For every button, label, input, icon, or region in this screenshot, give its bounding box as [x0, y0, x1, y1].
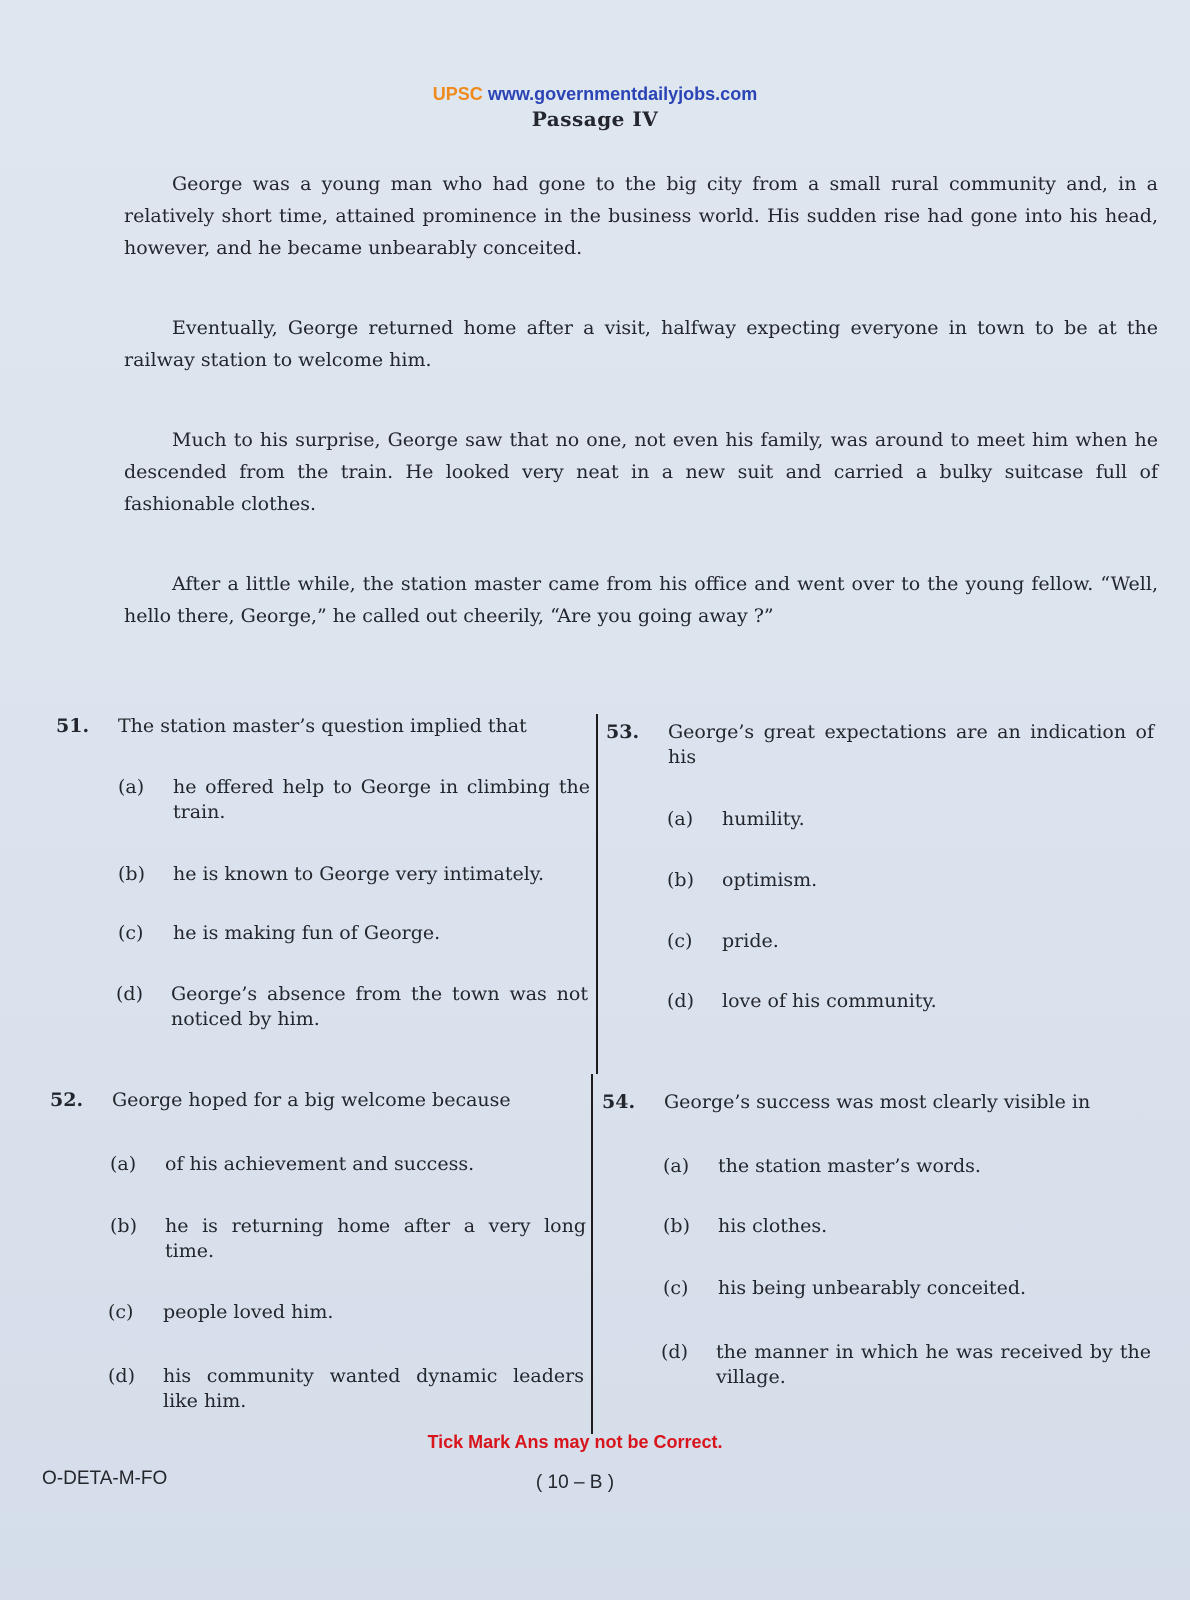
option-label: (a): [663, 1155, 690, 1177]
passage-paragraph-4: After a little while, the station master came from his office and went over to the young fellow. “Well, hello there, George,” he called out cheerily, “Are you going away ?”: [124, 573, 1158, 627]
disclaimer-note: Tick Mark Ans may not be Correct.: [427, 1432, 723, 1452]
column-divider: [591, 1074, 593, 1434]
option-label: (a): [667, 808, 694, 830]
option-text: his clothes.: [718, 1215, 828, 1237]
booklet-code: O-DETA-M-FO: [42, 1468, 168, 1489]
option-text: his being unbearably conceited.: [718, 1277, 1027, 1299]
question-stem: The station master’s question implied that: [118, 715, 527, 737]
option-label: (d): [108, 1365, 135, 1387]
passage-paragraph-3: Much to his surprise, George saw that no one, not even his family, was around to meet him when he descended from the train. He looked very neat in a new suit and carried a bulky suitcase full of fashionable clothes.: [124, 429, 1158, 515]
page-header: [0, 84, 1190, 131]
option-text: his community wanted dynamic leaders like him.: [163, 1365, 584, 1412]
question-stem: George hoped for a big welcome because: [112, 1089, 511, 1111]
option-text: people loved him.: [163, 1301, 334, 1323]
question-number: 51.: [56, 715, 90, 737]
option-label: (c): [118, 922, 144, 944]
option-text: of his achievement and success.: [165, 1153, 475, 1175]
option-label: (c): [108, 1301, 134, 1323]
question-number: 53.: [606, 721, 640, 743]
option-label: (b): [667, 869, 694, 891]
page-number: ( 10 – B ): [535, 1472, 615, 1493]
option-label: (c): [663, 1277, 689, 1299]
passage-paragraph-1: George was a young man who had gone to the big city from a small rural community and, in a relatively short time, attained prominence in the business world. His sudden rise had gone into his head, however, and he became unbearably conceited.: [124, 173, 1158, 259]
site-prefix: UPSC: [432, 84, 483, 104]
option-text: he offered help to George in climbing the train.: [173, 776, 590, 823]
option-label: (d): [667, 990, 694, 1012]
option-text: he is known to George very intimately.: [173, 863, 545, 885]
column-divider: [596, 714, 598, 1074]
option-text: love of his community.: [722, 990, 937, 1012]
option-label: (a): [118, 776, 145, 798]
option-label: (b): [663, 1215, 690, 1237]
option-text: optimism.: [722, 869, 818, 891]
option-text: the manner in which he was received by the village.: [716, 1341, 1151, 1388]
option-label: (a): [110, 1153, 137, 1175]
option-label: (b): [118, 863, 145, 885]
question-number: 54.: [602, 1091, 636, 1113]
passage-title: Passage IV: [531, 107, 659, 131]
option-label: (b): [110, 1215, 137, 1237]
option-text: humility.: [722, 808, 805, 830]
option-label: (c): [667, 930, 693, 952]
question-number: 52.: [50, 1089, 84, 1111]
option-text: he is making fun of George.: [173, 922, 441, 944]
question-stem: George’s success was most clearly visible in: [664, 1091, 1091, 1113]
site-url[interactable]: www.governmentdailyjobs.com: [487, 84, 758, 104]
option-label: (d): [116, 983, 143, 1005]
option-text: he is returning home after a very long time.: [165, 1215, 586, 1262]
option-text: the station master’s words.: [718, 1155, 981, 1177]
site-watermark: [0, 84, 1190, 105]
option-text: pride.: [722, 930, 779, 952]
option-label: (d): [661, 1341, 688, 1363]
passage-paragraph-2: Eventually, George returned home after a visit, halfway expecting everyone in town to be at the railway station to welcome him.: [124, 317, 1158, 371]
question-stem: George’s great expectations are an indication of his: [668, 721, 1154, 768]
option-text: George’s absence from the town was not noticed by him.: [171, 983, 588, 1030]
